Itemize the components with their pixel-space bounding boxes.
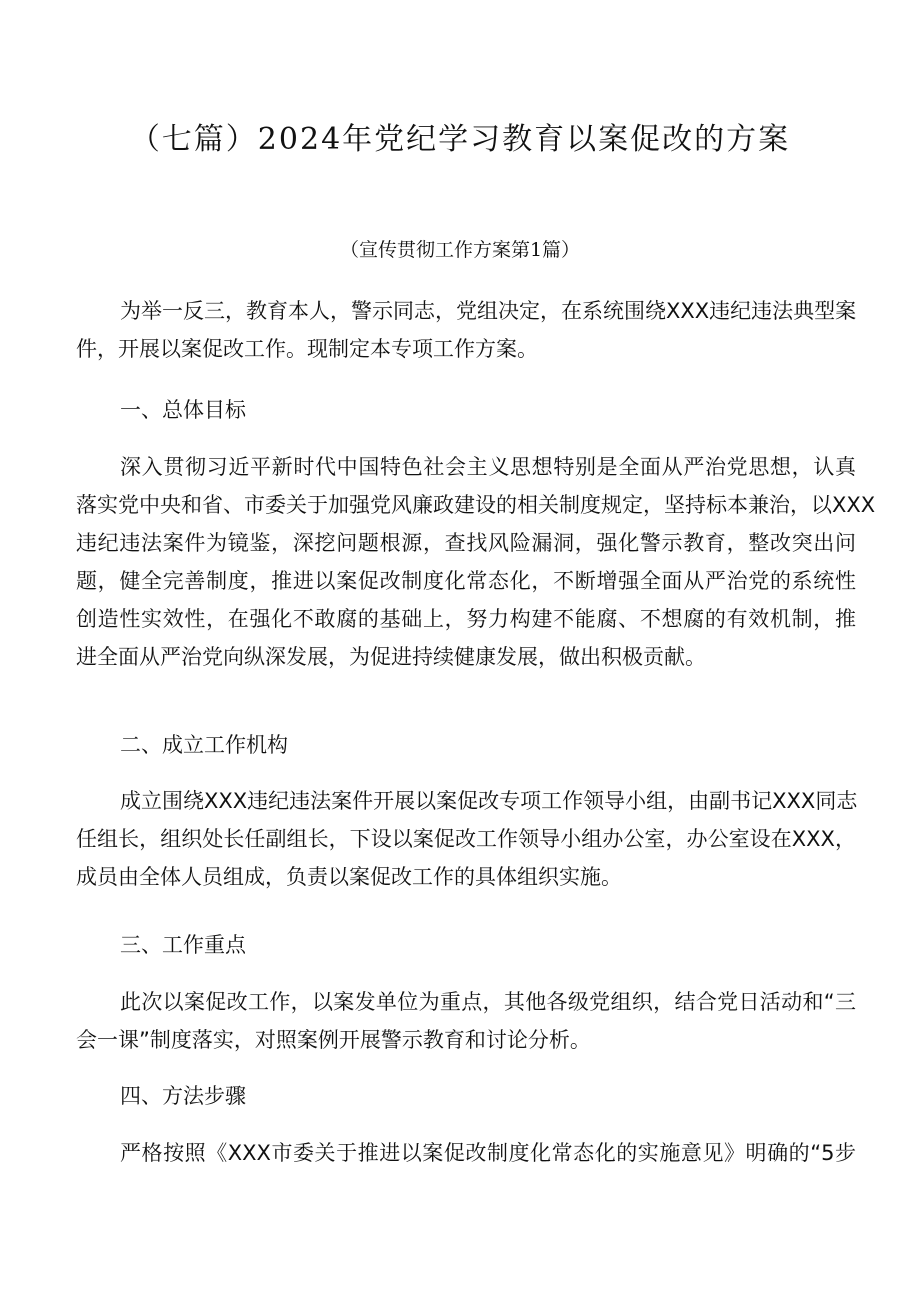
paragraph-line: 任组长，组织处长任副组长，下设以案促改工作领导小组办公室，办公室设在XXX， bbox=[76, 827, 856, 851]
work-focus-paragraph bbox=[76, 983, 856, 1059]
paragraph-line: 件，开展以案促改工作。现制定本专项工作方案。 bbox=[76, 337, 538, 361]
paragraph-line: 违纪违法案件为镜鉴，深挖问题根源，查找风险漏洞，强化警示教育，整改突出问 bbox=[76, 531, 856, 555]
work-organization-paragraph bbox=[76, 782, 856, 896]
section-heading-method-steps: 四、方法步骤 bbox=[120, 1084, 246, 1108]
paragraph-line: 进全面从严治党向纵深发展，为促进持续健康发展，做出积极贡献。 bbox=[76, 645, 706, 669]
section-heading-overall-goal: 一、总体目标 bbox=[120, 398, 246, 422]
paragraph-line: 严格按照《XXX市委关于推进以案促改制度化常态化的实施意见》明确的“5步 bbox=[120, 1141, 856, 1165]
paragraph-line: 成立围绕XXX违纪违法案件开展以案促改专项工作领导小组，由副书记XXX同志 bbox=[120, 789, 858, 813]
document-subtitle: （宣传贯彻工作方案第1篇） bbox=[339, 239, 581, 261]
paragraph-line: 落实党中央和省、市委关于加强党风廉政建设的相关制度规定，坚持标本兼治，以XXX bbox=[76, 493, 876, 517]
paragraph-line: 此次以案促改工作，以案发单位为重点，其他各级党组织，结合党日活动和“三 bbox=[120, 990, 856, 1014]
section-heading-work-focus: 三、工作重点 bbox=[120, 933, 246, 957]
paragraph-line: 深入贯彻习近平新时代中国特色社会主义思想特别是全面从严治党思想，认真 bbox=[120, 455, 856, 479]
overall-goal-paragraph bbox=[76, 448, 876, 676]
paragraph-line: 会一课”制度落实，对照案例开展警示教育和讨论分析。 bbox=[76, 1028, 591, 1052]
paragraph-line: 创造性实效性，在强化不敢腐的基础上，努力构建不能腐、不想腐的有效机制，推 bbox=[76, 607, 856, 631]
section-heading-work-organization: 二、成立工作机构 bbox=[120, 733, 288, 757]
document-title: （七篇）2024年党纪学习教育以案促改的方案 bbox=[129, 122, 791, 157]
method-steps-paragraph bbox=[76, 1134, 856, 1172]
intro-paragraph bbox=[76, 292, 856, 368]
paragraph-line: 为举一反三，教育本人，警示同志，党组决定，在系统围绕XXX违纪违法典型案 bbox=[120, 299, 857, 323]
paragraph-line: 题，健全完善制度，推进以案促改制度化常态化，不断增强全面从严治党的系统性 bbox=[76, 569, 856, 593]
paragraph-line: 成员由全体人员组成，负责以案促改工作的具体组织实施。 bbox=[76, 865, 622, 889]
